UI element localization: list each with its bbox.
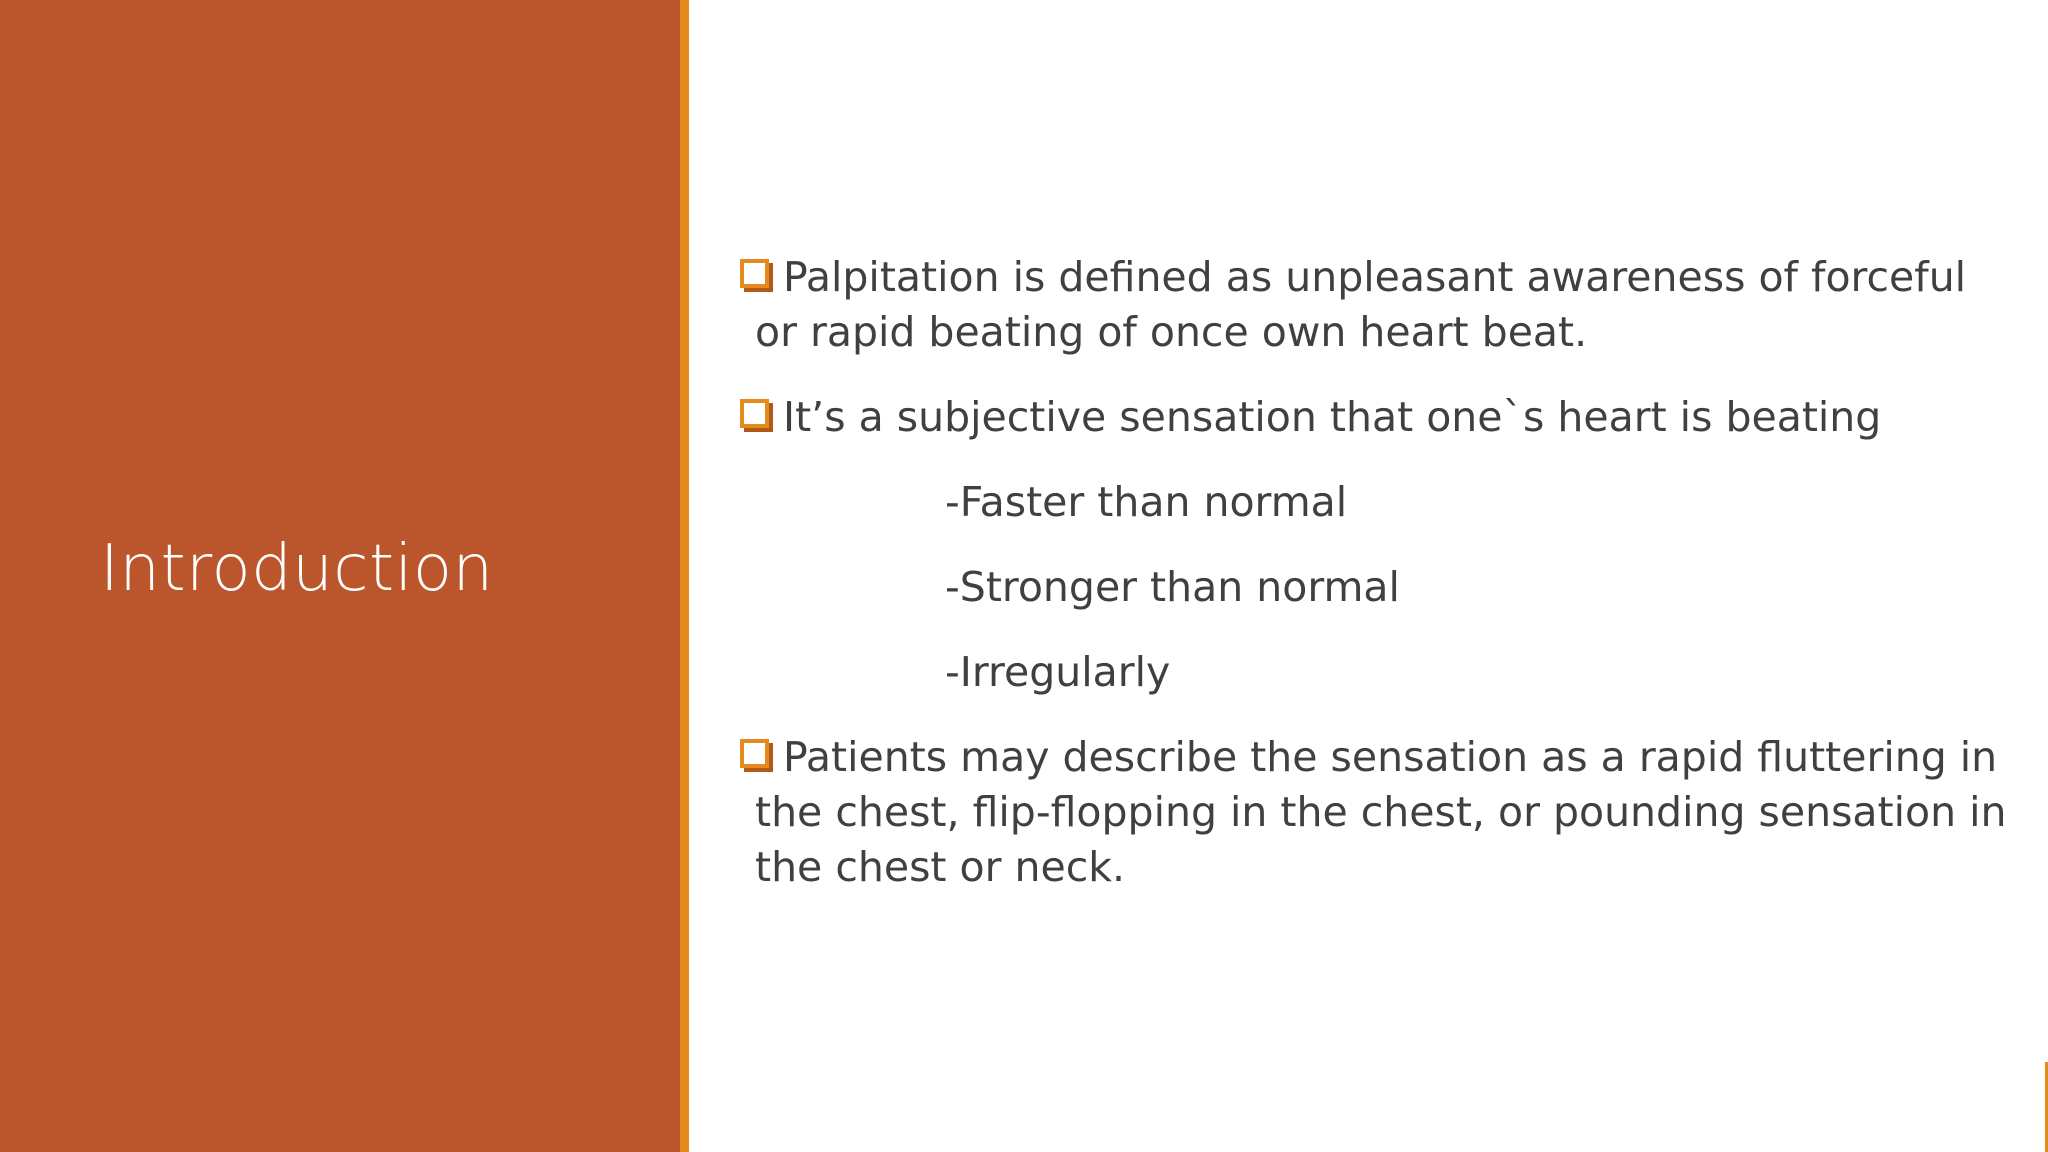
bullet-text: It’s a subjective sensation that one`s heart is beating xyxy=(783,393,1882,441)
checkbox-bullet-icon xyxy=(740,399,769,428)
bullet-text: Palpitation is defined as unpleasant awareness of forceful or rapid beating of once own heart beat. xyxy=(755,253,1967,356)
slide-title: Introduction xyxy=(100,532,494,606)
slide-content xyxy=(742,250,2012,895)
sub-item: -Faster than normal xyxy=(945,478,1348,526)
bullet-item xyxy=(742,390,2012,445)
checkbox-bullet-icon xyxy=(740,739,769,768)
title-panel xyxy=(0,0,680,1152)
accent-divider xyxy=(680,0,689,1152)
bullet-text: Patients may describe the sensation as a rapid fluttering in the chest, flip-flopping in the chest, or pounding sensation in the chest or neck. xyxy=(755,733,2007,891)
bullet-item xyxy=(742,730,2012,895)
checkbox-bullet-icon xyxy=(740,259,769,288)
sub-item: -Stronger than normal xyxy=(945,563,1400,611)
bullet-item xyxy=(742,250,2012,360)
sub-item: -Irregularly xyxy=(945,648,1171,696)
